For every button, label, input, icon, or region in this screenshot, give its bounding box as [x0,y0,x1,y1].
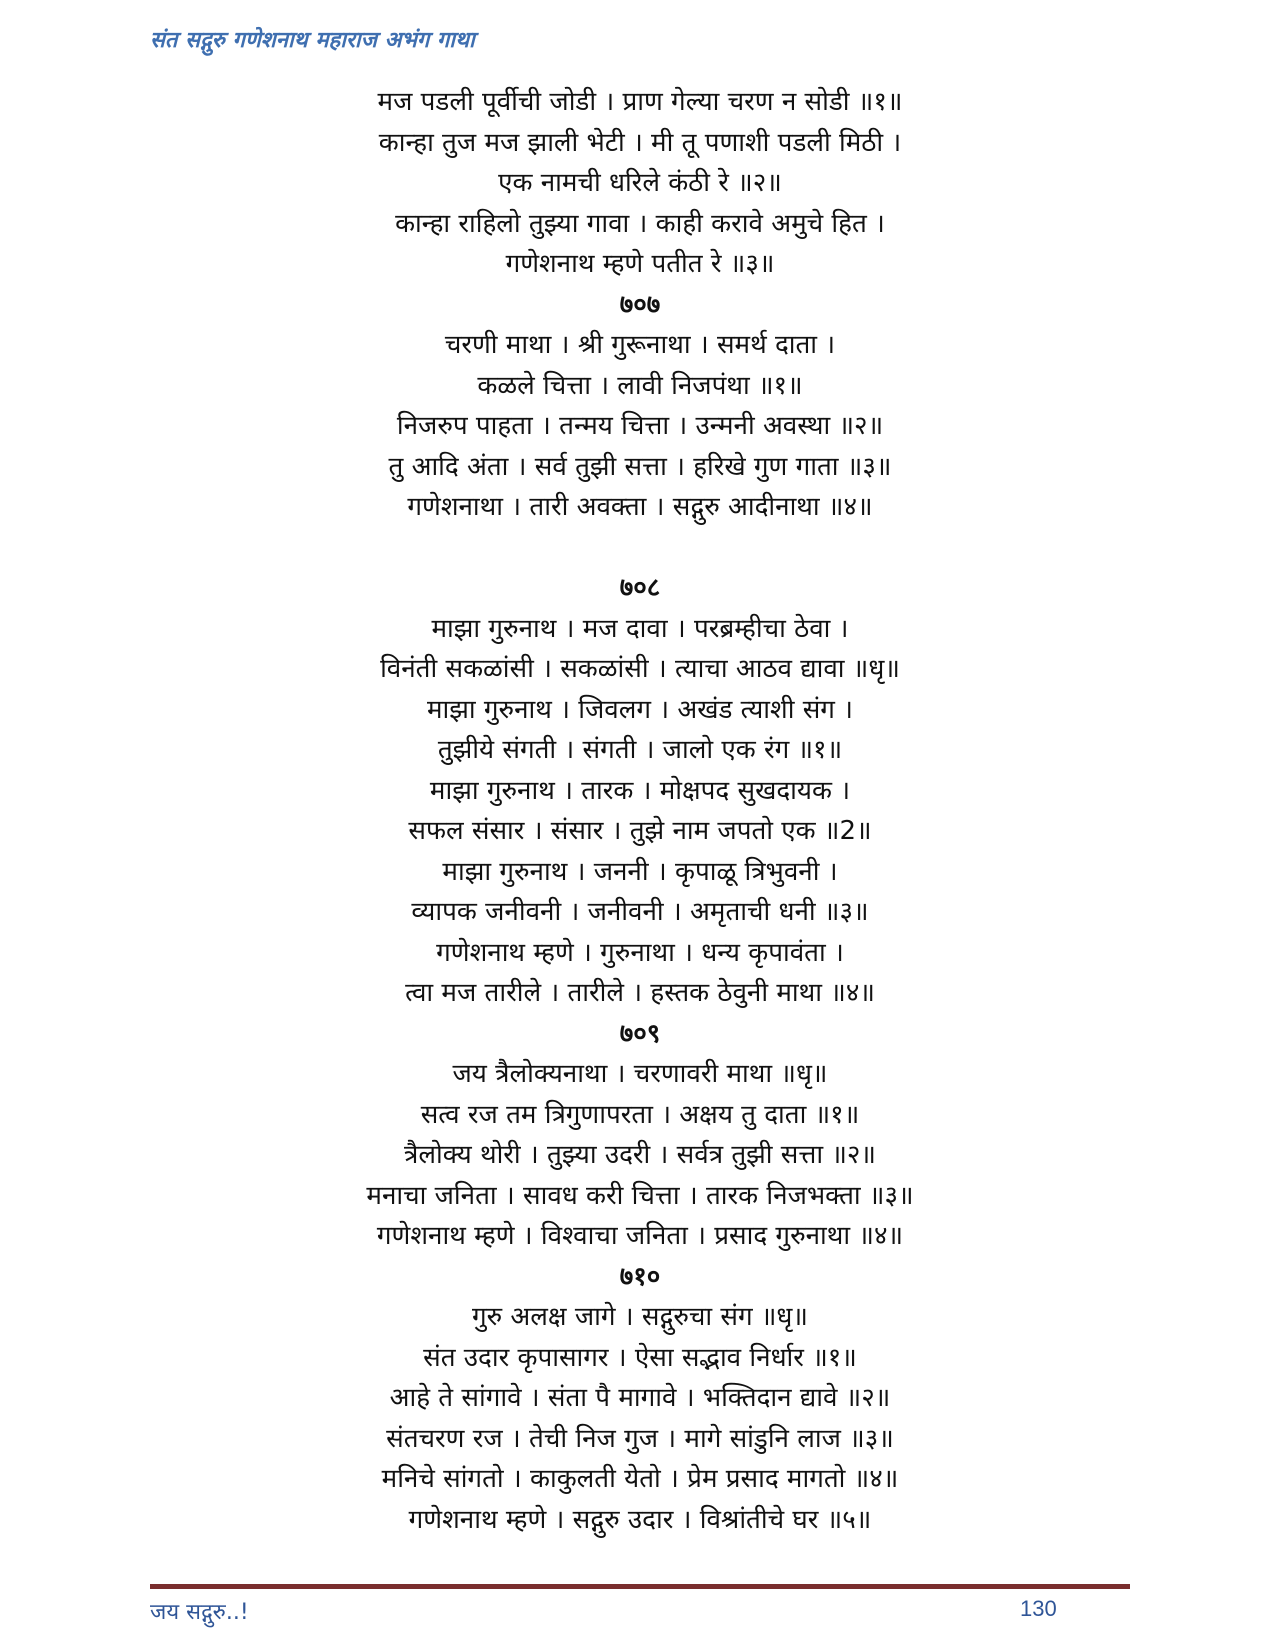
footer-salutation: जय सद्गुरु..! [150,1600,249,1625]
verse-line: कान्हा तुज मज झाली भेटी । मी तू पणाशी पडली मिठी । [378,127,902,158]
verse-line: संतचरण रज । तेची निज गुज । मागे सांडुनि लाज ॥३॥ [386,1423,894,1454]
verse-line: निजरुप पाहता । तन्मय चित्ता । उन्मनी अवस्था ॥२॥ [396,411,884,441]
verse-line: गणेशनाथ म्हणे । विश्वाचा जनिता । प्रसाद गुरुनाथा ॥४॥ [376,1221,904,1251]
verse-line: कान्हा राहिलो तुझ्या गावा । काही करावे अमुचे हित । [395,208,885,239]
verse-line: जय त्रैलोक्यनाथा । चरणावरी माथा ॥धृ॥ [452,1059,828,1089]
verse-line: मनिचे सांगतो । काकुलती येतो । प्रेम प्रसाद मागतो ॥४॥ [381,1464,899,1494]
verse-line: त्रैलोक्य थोरी । तुझ्या उदरी । सर्वत्र तुझी सत्ता ॥२॥ [403,1140,877,1170]
verse-line: मज पडली पूर्वीची जोडी । प्राण गेल्या चरण न सोडी ॥१॥ [377,87,903,117]
abhang-number: ७१० [619,1261,661,1292]
verse-line: संत उदार कृपासागर । ऐसा सद्भाव निर्धार ॥१॥ [423,1342,857,1373]
verse-line: आहे ते सांगावे । संता पै मागावे । भक्तिदान द्यावे ॥२॥ [389,1383,891,1413]
verse-line: माझा गुरुनाथ । जिवलग । अखंड त्याशी संग । [426,694,854,725]
verse-line: चरणी माथा । श्री गुरूनाथा । समर्थ दाता । [444,330,836,360]
verse-line: माझा गुरुनाथ । तारक । मोक्षपद सुखदायक । [429,775,851,806]
verse-line: व्यापक जनीवनी । जनीवनी । अमृताची धनी ॥३॥ [411,897,869,927]
abhang-text [150,82,1130,1540]
abhang-number: ७०७ [619,289,661,320]
page-header-title: संत सद्गुरु गणेशनाथ महाराज अभंग गाथा [150,28,475,53]
verse-line: कळले चित्ता । लावी निजपंथा ॥१॥ [477,370,803,401]
verse-line: मनाचा जनिता । सावध करी चित्ता । तारक निजभक्ता ॥३॥ [366,1180,914,1211]
verse-line: एक नामची धरिले कंठी रे ॥२॥ [498,168,782,198]
verse-line: सफल संसार । संसार । तुझे नाम जपतो एक ॥2॥ [408,816,872,846]
verse-line: गणेशनाथ म्हणे पतीत रे ॥३॥ [505,249,775,279]
blank-line [150,528,1130,569]
footer-divider [150,1584,1130,1589]
verse-line: त्वा मज तारीले । तारीले । हस्तक ठेवुनी माथा ॥४॥ [405,978,875,1008]
abhang-number: ७०८ [619,573,661,603]
verse-line: माझा गुरुनाथ । मज दावा । परब्रम्हीचा ठेवा । [431,613,849,644]
verse-line: तु आदि अंता । सर्व तुझी सत्ता । हरिखे गुण गाता ॥३॥ [388,451,892,482]
verse-line: गणेशनाथा । तारी अवक्ता । सद्गुरु आदीनाथा ॥४॥ [407,492,873,522]
verse-line: गुरु अलक्ष जागे । सद्गुरुचा संग ॥धृ॥ [471,1302,808,1332]
page-number: 130 [1020,1596,1057,1621]
verse-line: गणेशनाथ म्हणे । सद्गुरु उदार । विश्रांतीचे घर ॥५॥ [408,1504,872,1535]
verse-line: सत्व रज तम त्रिगुणापरता । अक्षय तु दाता ॥१॥ [420,1099,860,1130]
verse-line: गणेशनाथ म्हणे । गुरुनाथा । धन्य कृपावंता । [436,937,844,968]
verse-line: विनंती सकळांसी । सकळांसी । त्याचा आठव द्यावा ॥धृ॥ [380,654,900,684]
verse-line: तुझीये संगती । संगती । जालो एक रंग ॥१॥ [437,735,843,765]
abhang-number: ७०९ [619,1018,661,1049]
verse-line: माझा गुरुनाथ । जननी । कृपाळू त्रिभुवनी । [442,856,838,887]
